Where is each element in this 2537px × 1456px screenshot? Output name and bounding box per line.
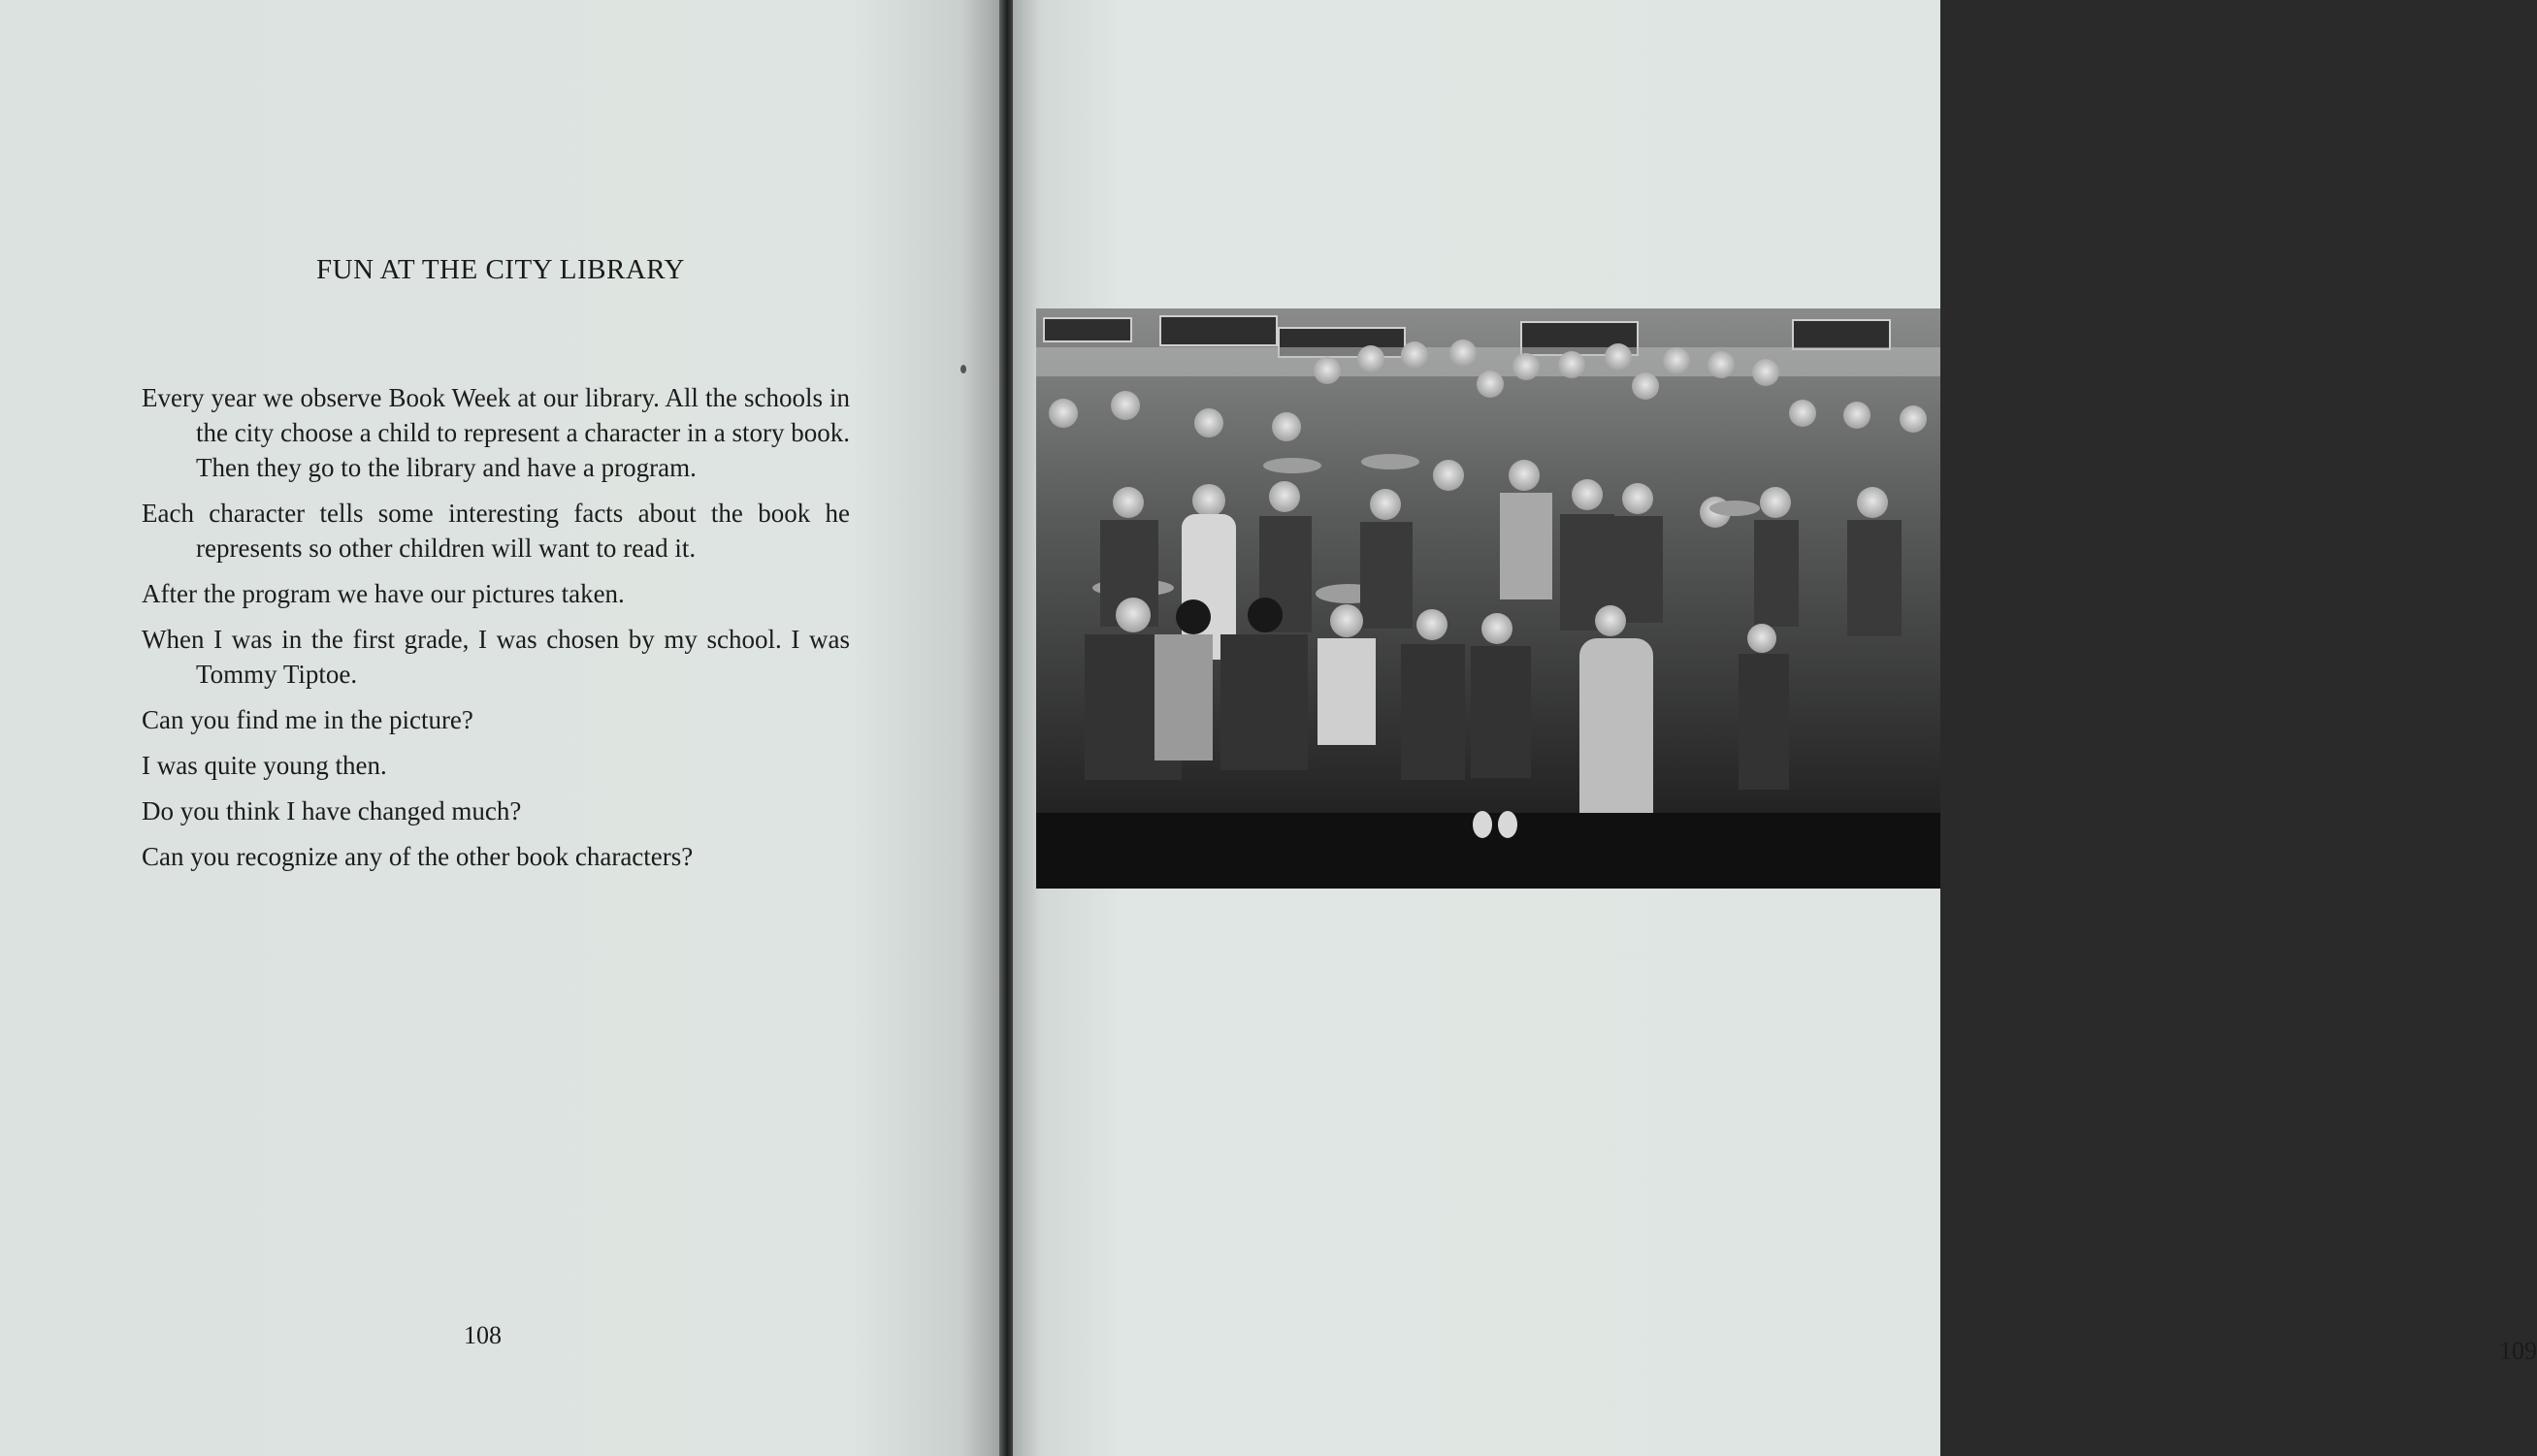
paper-speck bbox=[960, 365, 966, 373]
paragraph-changed-much: Do you think I have changed much? bbox=[142, 796, 522, 825]
paragraph-quite-young: I was quite young then. bbox=[142, 751, 387, 780]
page-number-right: 109 bbox=[2499, 1337, 2537, 1365]
paragraph-tommy-tiptoe: When I was in the first grade, I was chosen by my school. I was Tommy Tiptoe. bbox=[142, 625, 850, 689]
group-photo-illustration bbox=[1036, 308, 1940, 889]
story-text bbox=[142, 380, 850, 885]
page-number-left: 108 bbox=[464, 1321, 502, 1349]
paragraph-find-me: Can you find me in the picture? bbox=[142, 705, 473, 734]
paragraph-recognize-characters: Can you recognize any of the other book characters? bbox=[142, 842, 694, 871]
group-photo bbox=[1036, 308, 1940, 889]
left-page bbox=[0, 0, 1001, 1456]
paragraph-book-week: Every year we observe Book Week at our library. All the schools in the city choose a child to represent a character in a story book. Then they go to the library and have a program. bbox=[142, 383, 850, 482]
page-title: FUN AT THE CITY LIBRARY bbox=[316, 254, 685, 285]
paragraph-character-facts: Each character tells some interesting facts about the book he represents so other children will want to read it. bbox=[142, 499, 850, 563]
paragraph-pictures-taken: After the program we have our pictures taken. bbox=[142, 579, 625, 608]
